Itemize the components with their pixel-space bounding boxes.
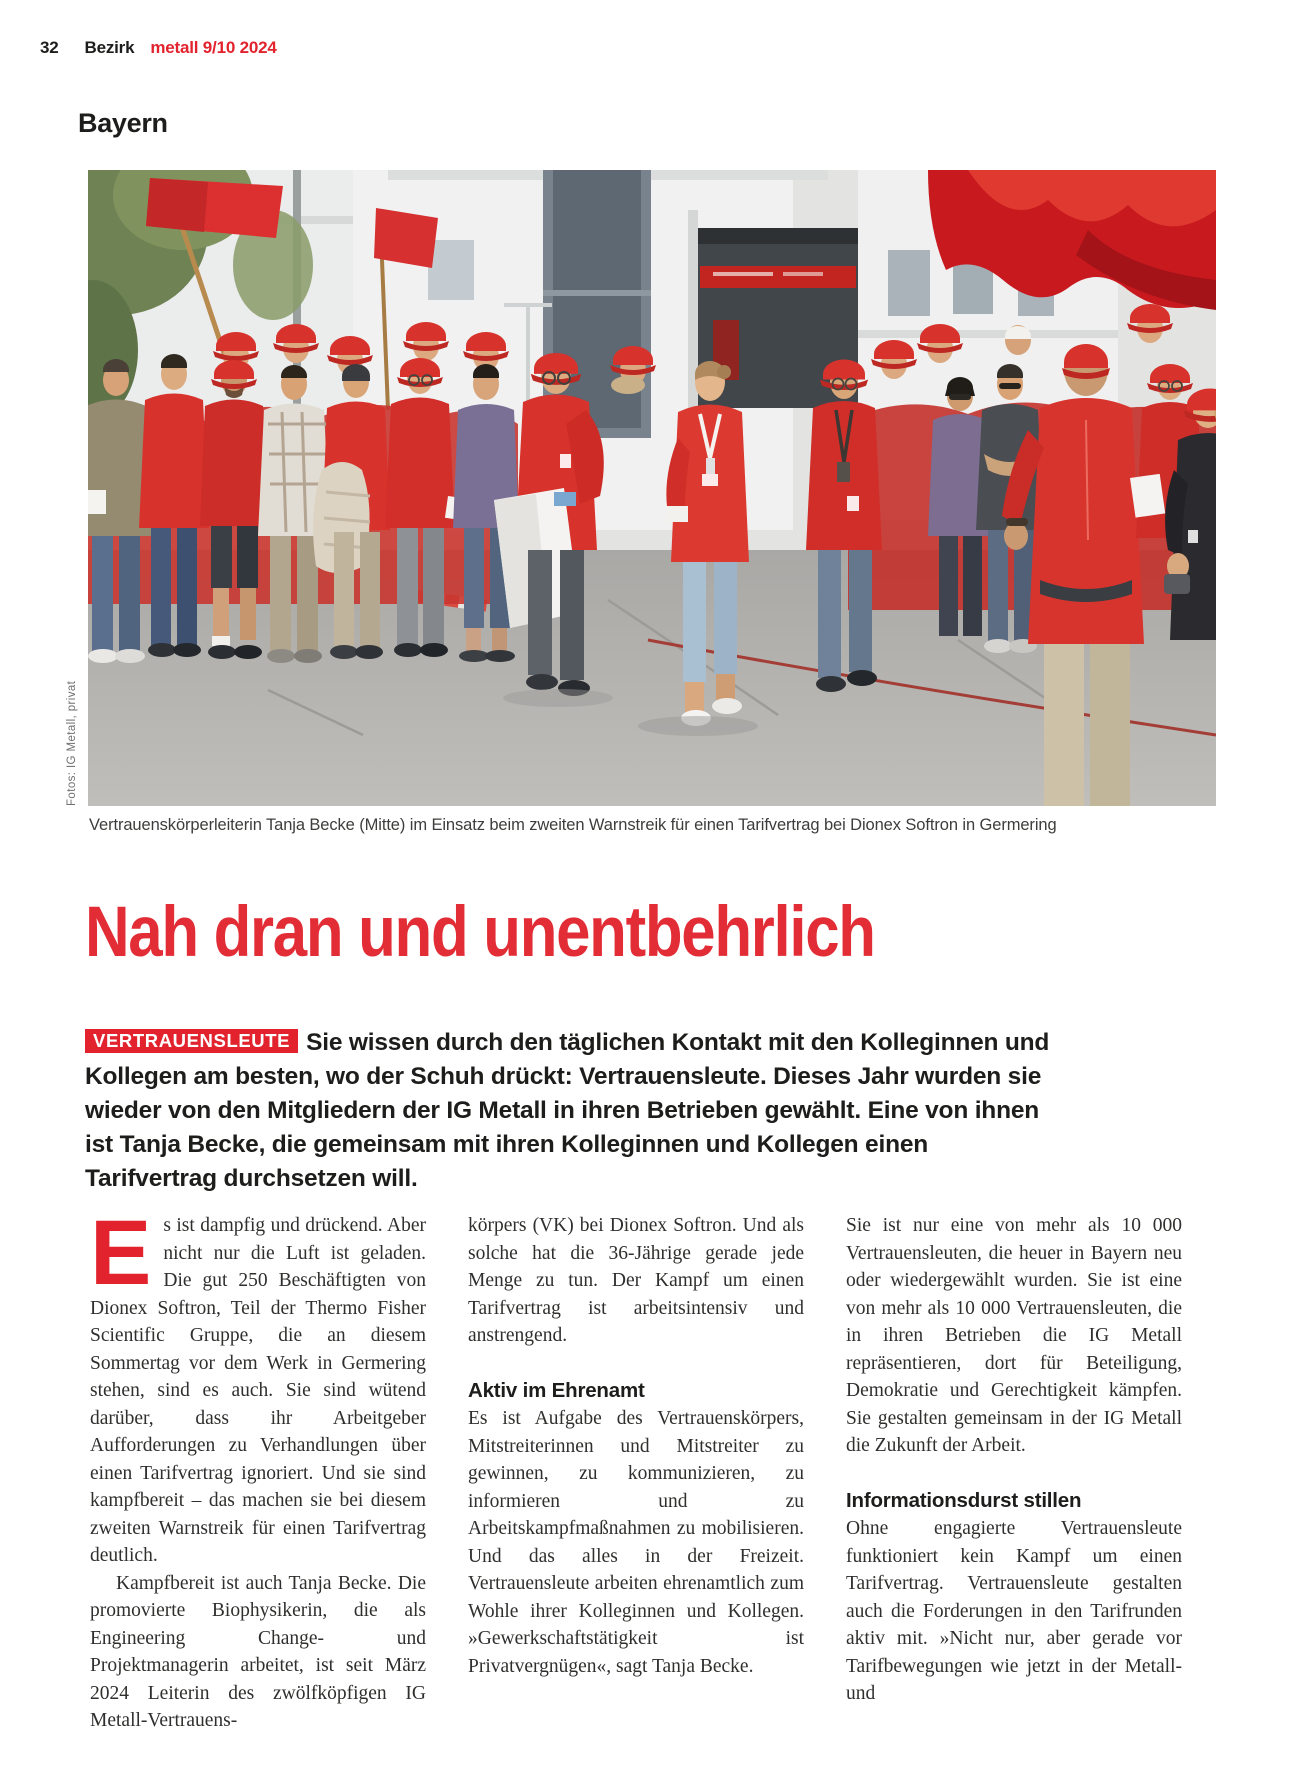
subhead-informationsdurst-stillen: Informationsdurst stillen <box>846 1488 1082 1512</box>
photo-credit: Fotos: IG Metall, privat <box>66 680 78 806</box>
warnstreik-photo <box>88 170 1216 806</box>
paragraph: Es ist Aufgabe des Vertrauenskörpers, Mitstreiterinnen und Mitstreiter zu gewinnen, zu kommunizieren, zu informieren und zu Arbeitskampfmaßnahmen zu mobilisieren. Und das alles in der Freizeit. Vertrauensleute arbeiten ehrenamtlich zum Wohle ihrer Kolleginnen und Kollegen. »Gewerkschaftstätigkeit ist Privatvergnügen«, sagt Tanja Becke. <box>468 1408 804 1677</box>
paragraph: Ohne engagierte Vertrauensleute funktioniert kein Kampf um einen Tarifvertrag. Vertrauensleute gestalten auch die Forderungen in den Tarifrunden aktiv mit. »Nicht nur, aber gerade vor Tarifbewegungen wie jetzt in der Metall- und <box>846 1518 1182 1704</box>
paragraph <box>90 1202 426 1570</box>
paragraph: körpers (VK) bei Dionex Softron. Und als solche hat die 36-Jährige gerade jede Menge zu tun. Der Kampf um einen Tarifvertrag ist arbeitsintensiv und anstrengend. <box>468 1215 804 1346</box>
paragraph: Kampfbereit ist auch Tanja Becke. Die promovierte Biophysikerin, die als Engineering Change- und Projektmanagerin arbeitet, ist seit März 2024 Leiterin des zwölfköpfigen IG Metall-Vertrauens- <box>90 1572 426 1731</box>
running-head <box>40 38 277 58</box>
paragraph: Sie ist nur eine von mehr als 10 000 Vertrauensleuten, die heuer in Bayern neu oder wiedergewählt wurden. Sie ist eine von mehr als 10 000 Vertrauensleuten, die in ihren Betrieben die IG Metall repräsentieren, dort für Beteiligung, Demokratie und Gerechtigkeit kämpfen. Sie gestalten gemeinsam in der IG Metall die Zukunft der Arbeit. <box>846 1215 1182 1456</box>
warnstreik-photo-illustration <box>88 170 1216 806</box>
section-label: Bezirk <box>84 38 135 57</box>
photo-caption: Vertrauenskörperleiterin Tanja Becke (Mitte) im Einsatz beim zweiten Warnstreik für einen Tarifvertrag bei Dionex Softron in Germering <box>89 816 1057 834</box>
subhead-aktiv-im-ehrenamt: Aktiv im Ehrenamt <box>468 1378 645 1402</box>
article-headline: Nah dran und unentbehrlich <box>85 893 875 972</box>
article-lede <box>85 1026 1057 1196</box>
body-column-2 <box>468 1212 804 1680</box>
dropcap: E <box>90 1202 152 1304</box>
kicker-badge: VERTRAUENSLEUTE <box>85 1029 298 1053</box>
page-number: 32 <box>40 38 59 57</box>
paragraph-text: s ist dampfig und drückend. Aber nicht nur die Luft ist geladen. Die gut 250 Beschäftigten von Dionex Softron, Teil der Thermo Fisher Scientific Gruppe, die an diesem Sommertag vor dem Werk in Germering stehen, sind es auch. Sie sind wütend darüber, dass ihr Arbeitgeber Aufforderungen zu Verhandlungen über einen Tarifvertrag ignoriert. Und sie sind kampfbereit – das machen sie bei diesem zweiten Warnstreik für einen Tarifvertrag deutlich. <box>90 1215 426 1566</box>
lede-text: Sie wissen durch den täglichen Kontakt mit den Kolleginnen und Kollegen am besten, wo der Schuh drückt: Vertrauensleute. Dieses Jahr wurden sie wieder von den Mitgliedern der IG Metall in ihren Betrieben gewählt. Eine von ihnen ist Tanja Becke, die gemeinsam mit ihren Kolleginnen und Kollegen einen Tarifvertrag durchsetzen will. <box>85 1029 1050 1192</box>
region-label: Bayern <box>78 108 168 138</box>
issue-label: metall 9/10 2024 <box>150 38 277 57</box>
body-column-1 <box>90 1202 426 1735</box>
body-column-3 <box>846 1212 1182 1708</box>
